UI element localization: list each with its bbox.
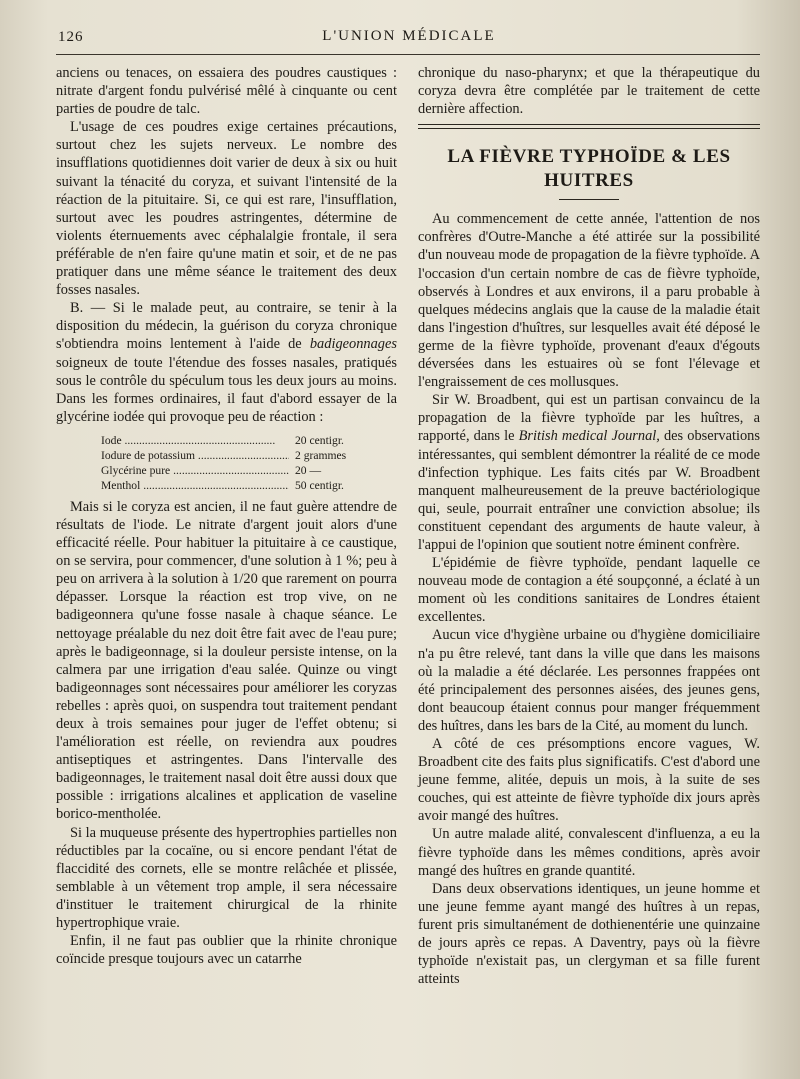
ingredient-name: Glycérine pure ..... (101, 463, 289, 478)
paragraph-text: des observations intéressantes, qui semblent démontrer la réalité de ce mode d'infection typhique. Les faits cités par W. Broadbent manquent malheureusement de la preuve bactériologique qui, seule, pourrait entraîner une conviction absolue; ils constituent cependant des arguments de haute valeur, à l'appui de l'opinion que soutient notre éminent confrère. (418, 428, 760, 553)
ingredient-quantity: 2 grammes (295, 448, 347, 462)
section-divider (418, 124, 760, 129)
ingredient-name: Iode ..... (101, 433, 289, 448)
emphasis-text: British medical Journal, (518, 428, 660, 445)
ingredient-name: Iodure de potassium ..... (101, 448, 289, 463)
paragraph-text: soigneux de toute l'étendue des fosses nasales, pratiqués sous le contrôle du spéculum tous les deux jours au moins. Dans les formes ordinaires, il faut d'abord essayer de la glycérine iodée qui provoque peu de réaction : (56, 354, 397, 425)
right-column (418, 64, 760, 988)
section-title: LA FIÈVRE TYPHOÏDE & LES HUITRES (447, 146, 731, 192)
paragraph: Au commencement de cette année, l'attention de nos confrères d'Outre-Manche a été attirée sur la possibilité d'un nouveau mode de propagation de la fièvre typhoïde. A l'occasion d'un certain nombre de cas de fièvre typhoïde, observés à Londres et aux environs, il a paru probable à quelques médecins anglais que la cause de la maladie était dans l'ingestion d'huîtres, sur lesquelles avait été déposé le germe de la fièvre typhoïde, provenant d'eaux d'égouts déversées dans les estuaires où se font l'élevage et l'engraissement de ces mollusques. (418, 211, 760, 391)
paragraph-text: B. — Si le malade peut, au contraire, se tenir à la disposition du médecin, la guérison du coryza chronique s'obtiendra moins lentement à l'aide de (56, 300, 397, 353)
ingredient-quantity: 50 centigr. (295, 478, 344, 492)
prescription-row (101, 448, 363, 463)
paragraph: L'usage de ces poudres exige certaines précautions, surtout chez les sujets nerveux. Le nombre des insufflations quotidiennes doit varier de deux à six ou huit suivant la ténacité du coryza, et suivant l'intensité de la réaction de la pituitaire. Si, ce qui est rare, l'insufflation, surtout avec les poudres astringentes, détermine de violents éternuements avec céphalalgie frontale, il sera préférable de n'en faire qu'une matin et soir, et de ne pas pratiquer dans une même séance le traitement des deux fosses nasales. (56, 119, 397, 299)
prescription-list (101, 433, 363, 493)
paragraph: Un autre malade alité, convalescent d'influenza, a eu la fièvre typhoïde dans les mêmes conditions, après avoir mangé des huîtres en grande quantité. (418, 826, 760, 879)
paragraph: Aucun vice d'hygiène urbaine ou d'hygiène domiciliaire n'a pu être relevé, tant dans la ville que dans les maisons où la maladie a été déclarée. Les personnes frappées ont été principalement des personnes aisées, des jeunes gens, dont beaucoup étaient connus pour manger fréquemment des huîtres, dans les bars de la Cité, au moment du lunch. (418, 627, 760, 734)
title-rule (559, 199, 619, 200)
prescription-row (101, 433, 363, 448)
emphasis-text: badigeonnages (309, 336, 397, 353)
running-title: L'UNION MÉDICALE (322, 28, 496, 44)
prescription-row (101, 463, 363, 478)
paragraph (418, 391, 760, 554)
ingredient-quantity: 20 — (295, 463, 322, 477)
left-column (56, 64, 397, 968)
paragraph: L'épidémie de fièvre typhoïde, pendant laquelle ce nouveau mode de contagion a été soupçonné, a éclaté à un moment où les conditions sanitaires de Londres étaient excellentes. (418, 555, 760, 626)
header-rule (56, 54, 760, 55)
page-header (58, 26, 760, 50)
paragraph: anciens ou tenaces, on essaiera des poudres caustiques : nitrate d'argent fondu pulvérisé mêlé à cinquante ou cent parties de poudre de talc. (56, 65, 397, 118)
paragraph: Dans deux observations identiques, un jeune homme et une jeune femme ayant mangé des huîtres à un repas, furent pris simultanément de dothienentérie une quinzaine de jours après ce repas. A Daventry, pays où la fièvre typhoïde n'existait pas, un clergyman et sa fille furent atteints (418, 880, 760, 988)
paragraph: Enfin, il ne faut pas oublier que la rhinite chronique coïncide presque toujours avec un catarrhe (56, 933, 397, 968)
ingredient-quantity: 20 centigr. (295, 433, 344, 447)
paragraph: chronique du naso-pharynx; et que la thérapeutique du coryza devra être complétée par le traitement de cette dernière affection. (418, 65, 760, 118)
prescription-row (101, 478, 363, 493)
paragraph (56, 299, 397, 426)
paragraph: Si la muqueuse présente des hypertrophies partielles non réductibles par la cocaïne, ou si encore pendant l'état de flaccidité des cornets, elle se montre relâchée et plissée, semblable à un vêtement trop ample, il sera nécessaire d'instituer le traitement chirurgical de la rhinite hypertrophique vraie. (56, 824, 397, 932)
paragraph-text: Sir W. Broadbent, qui est un partisan convaincu de la propagation de la fièvre typhoïde par les huîtres, a rapporté, dans le (418, 392, 760, 445)
page-number: 126 (58, 29, 84, 45)
paragraph: A côté de ces présomptions encore vagues, W. Broadbent cite des faits plus significatifs. C'est d'abord une jeune femme, alitée, depuis un mois, à la suite de ses couches, qui est atteinte de fièvre typhoïde dix jours après avoir mangé des huîtres. (418, 736, 760, 825)
paragraph: Mais si le coryza est ancien, il ne faut guère attendre de résultats de l'iode. Le nitrate d'argent jouit alors d'une efficacité réelle. Pour habituer la pituitaire à ce caustique, on se servira, pour commencer, d'une solution à 1 %; peu à peu on arrivera à la solution à 1/20 que rarement on pourra dépasser. Lorsque la réaction est trop vive, on ne badigeonnera qu'une fosse nasale à chaque séance. Le nettoyage préalable du nez doit être fait avec de l'eau pure; après le badigeonnage, si la douleur persiste intense, on la calmera par une irrigation d'eau salée. Quinze ou vingt badigeonnages sont nécessaires pour améliorer les coryzas rebelles : après quoi, on suspendra tout traitement pendant deux à trois semaines pour juger de l'effet obtenu; si l'amélioration est réelle, on reviendra aux poudres antiseptiques et astringentes. Dans l'intervalle des badigeonnages, le traitement nasal doit être aussi doux que possible : irrigations alcalines et application de vaseline borico-mentholée. (56, 498, 397, 823)
ingredient-name: Menthol ..... (101, 478, 289, 493)
